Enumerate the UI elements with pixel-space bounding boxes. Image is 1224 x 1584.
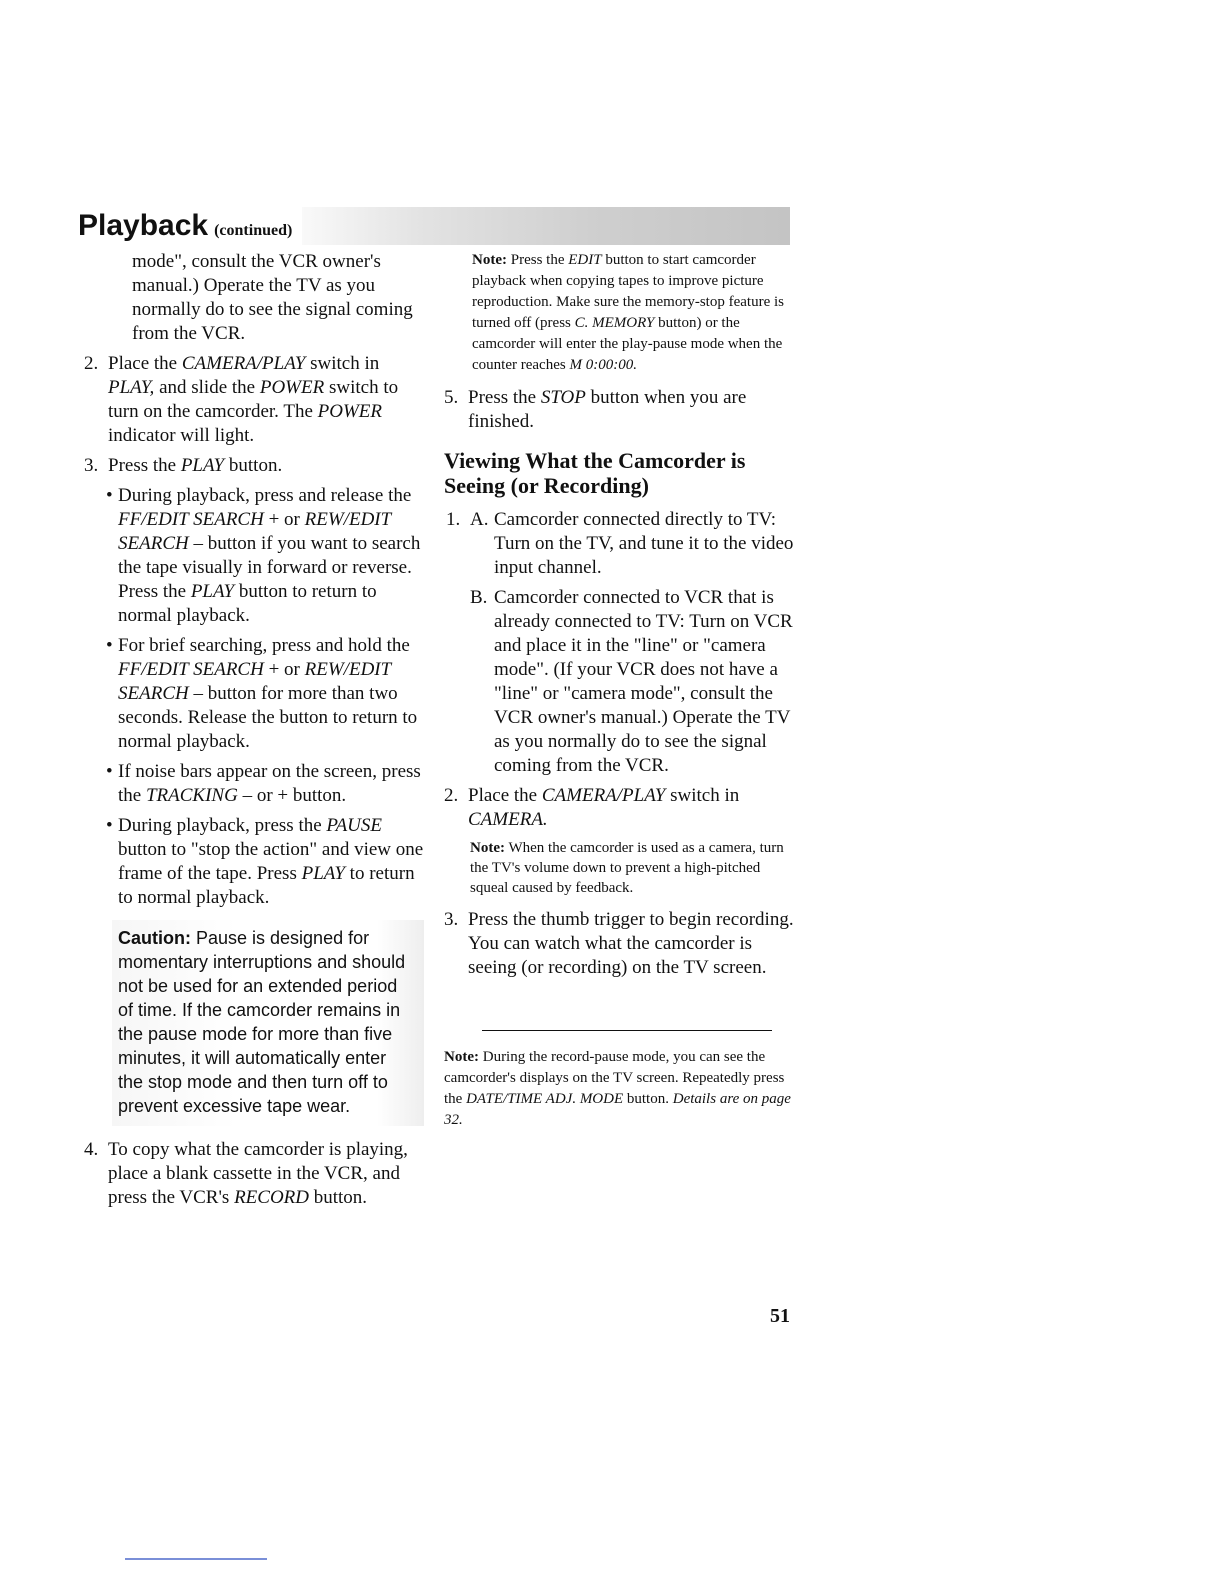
step-2: 2. Place the CAMERA/PLAY switch in PLAY, and slide the POWER switch to turn on the camcorder. The POWER indicator will light.: [84, 353, 399, 446]
right-column: [444, 250, 796, 1141]
section-header-bar: [78, 207, 790, 245]
footer-line: [125, 1558, 267, 1560]
section-title: [78, 207, 302, 245]
step-4: 4. To copy what the camcorder is playing, place a blank cassette in the VCR, and press the VCR's RECORD button.: [84, 1139, 408, 1208]
note-label: Note:: [470, 840, 505, 856]
left-column: [84, 250, 424, 1216]
step-number: 4.: [84, 1139, 99, 1160]
step-number: 3.: [444, 909, 459, 930]
note-volume: Note: When the camcorder is used as a camera, turn the TV's volume down to prevent a high-pitched squeal caused by feedback.: [470, 840, 784, 896]
step-number: 2.: [444, 785, 459, 806]
section-continued-label: (continued): [214, 222, 293, 239]
view-step-3: 3. Press the thumb trigger to begin recording. You can watch what the camcorder is seeing (or recording) on the TV screen.: [444, 909, 794, 978]
view-step-1a: 1. A. Camcorder connected directly to TV: Turn on the TV, and tune it to the video input channel.: [446, 509, 794, 578]
bullet-brief-search: • For brief searching, press and hold the FF/EDIT SEARCH + or REW/EDIT SEARCH – button for more than two seconds. Release the button to return to normal playback.: [84, 634, 424, 754]
step-5: 5. Press the STOP button when you are finished.: [444, 387, 747, 432]
continued-paragraph: mode", consult the VCR owner's manual.) Operate the TV as you normally do to see the signal coming from the VCR.: [132, 251, 413, 344]
divider-line: [482, 1030, 772, 1031]
view-step-2: 2. Place the CAMERA/PLAY switch in CAMERA.: [444, 785, 740, 830]
bullet-search: • During playback, press and release the FF/EDIT SEARCH + or REW/EDIT SEARCH – button if you want to search the tape visually in forward or reverse. Press the PLAY button to return to normal playback.: [84, 484, 424, 628]
page-number: 51: [770, 1305, 790, 1327]
bullet-tracking: • If noise bars appear on the screen, press the TRACKING – or + button.: [84, 760, 424, 808]
sub-letter: B.: [470, 587, 488, 608]
step-number: 1.: [446, 509, 461, 530]
note-edit: Note: Press the EDIT button to start camcorder playback when copying tapes to improve picture reproduction. Make sure the memory-stop feature is turned off (press C. MEMORY button) or the camcorder will enter the play-pause mode when the counter reaches M 0:00:00.: [472, 252, 784, 373]
caution-box: [112, 920, 424, 1126]
section-title-text: Playback: [78, 209, 209, 242]
note-label: Note:: [444, 1049, 479, 1065]
note-record-pause: Note: During the record-pause mode, you can see the camcorder's displays on the TV screen. Repeatedly press the DATE/TIME ADJ. MODE button. Details are on page 32.: [444, 1049, 791, 1128]
view-step-1b: B. Camcorder connected to VCR that is already connected to TV: Turn on VCR and place it in the "line" or "camera mode". (If your VCR does not have a "line" or "camera mode", consult the VCR owner's manual.) Operate the TV as you normally do to see the signal coming from the VCR.: [470, 587, 793, 776]
step-number: 5.: [444, 387, 459, 408]
caution-label: Caution:: [118, 928, 191, 948]
step-number: 2.: [84, 353, 99, 374]
step-3: 3. Press the PLAY button.: [84, 455, 283, 476]
bullet-pause: • During playback, press the PAUSE button to "stop the action" and view one frame of the tape. Press PLAY to return to normal playback.: [84, 814, 424, 910]
caution-text: Pause is designed for momentary interruptions and should not be used for an extended period of time. If the camcorder remains in the pause mode for more than five minutes, it will automatically enter the stop mode and then turn off to prevent excessive tape wear.: [118, 928, 406, 1116]
step-number: 3.: [84, 455, 99, 476]
note-label: Note:: [472, 252, 507, 268]
section-heading: Viewing What the Camcorder is Seeing (or Recording): [444, 448, 746, 498]
sub-letter: A.: [470, 509, 489, 530]
